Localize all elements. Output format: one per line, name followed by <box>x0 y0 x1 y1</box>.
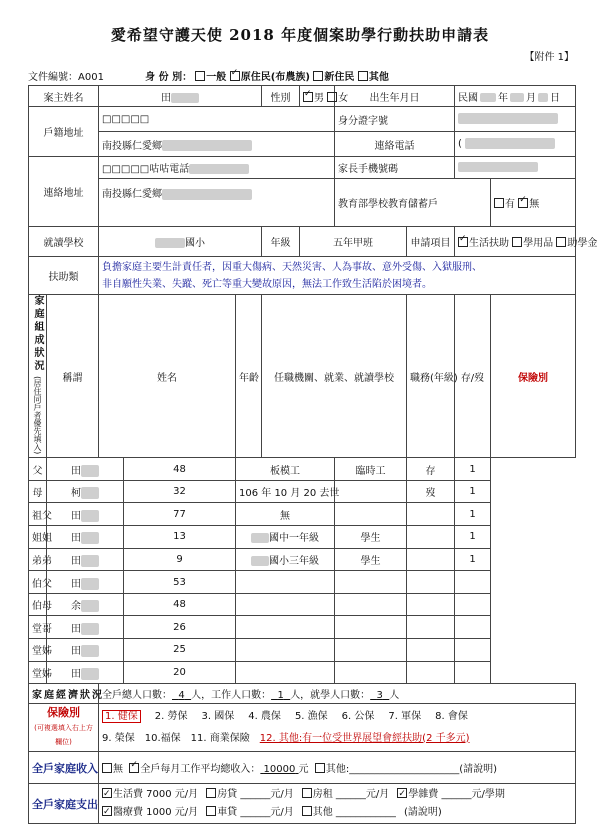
family-job <box>335 639 407 662</box>
application-form-table <box>28 85 598 824</box>
grade-label: 年級 <box>262 227 300 257</box>
identity-option-label: 新住民 <box>324 72 355 83</box>
form-title: 愛希望守護天使 2018 年度個案助學行動扶助申請表 <box>110 26 490 44</box>
identity-checkbox[interactable] <box>195 71 205 81</box>
family-job: 學生 <box>335 548 407 571</box>
family-org: 106 年 10 月 20 去世 <box>236 480 335 503</box>
family-row <box>29 526 576 549</box>
insurance-label: 保險別 (可複選填入右上方欄位) <box>29 704 99 752</box>
family-insurance <box>455 616 491 639</box>
apply-checkbox[interactable] <box>458 237 468 247</box>
expense-line <box>102 804 572 822</box>
insurance-line <box>102 706 572 728</box>
help-type-label: 扶助類 <box>29 257 99 295</box>
insurance-line <box>102 728 572 750</box>
family-alive <box>407 593 455 616</box>
expense-line <box>102 786 572 804</box>
family-relation: 母 <box>29 480 47 503</box>
expense-checkbox[interactable] <box>302 806 312 816</box>
family-age: 13 <box>124 526 236 549</box>
file-number: 文件編號：A001 <box>28 72 104 83</box>
economy-label: 家庭經濟狀況 <box>29 684 99 704</box>
family-insurance: 1 <box>455 458 491 481</box>
family-alive <box>407 503 455 526</box>
female-checkbox[interactable] <box>327 92 337 102</box>
identity-checkbox[interactable] <box>230 71 240 81</box>
phone-value: ( <box>455 132 576 157</box>
insurance-option: 12. 其他:有一位受世界展望會經扶助(2 千多元) <box>259 732 470 744</box>
family-org <box>236 571 335 594</box>
family-insurance: 1 <box>455 503 491 526</box>
family-job <box>335 571 407 594</box>
expense-label: 全戶家庭支出 <box>29 784 99 824</box>
income-label: 全戶家庭收入 <box>29 752 99 784</box>
expense-checkbox[interactable] <box>102 788 112 798</box>
family-insurance <box>455 661 491 684</box>
expense-checkbox[interactable] <box>206 806 216 816</box>
sex-options: ✓ 男 女 <box>300 86 335 107</box>
insurance-option: 3. 國保 <box>201 710 235 722</box>
expense-checkbox[interactable] <box>102 806 112 816</box>
expense-item: 房貸 ______元/月 <box>217 788 294 800</box>
income-other-checkbox[interactable] <box>315 763 325 773</box>
family-job <box>335 616 407 639</box>
family-org <box>236 639 335 662</box>
family-header-alive: 存/歿 <box>455 295 491 458</box>
family-age: 9 <box>124 548 236 571</box>
family-org <box>236 593 335 616</box>
income-none-checkbox[interactable] <box>102 763 112 773</box>
header-line <box>28 68 389 83</box>
family-relation: 弟弟 <box>29 548 47 571</box>
family-job <box>335 503 407 526</box>
family-name: 田 <box>47 661 124 684</box>
insurance-option: 2. 勞保 <box>154 710 188 722</box>
family-age: 26 <box>124 616 236 639</box>
family-row <box>29 548 576 571</box>
family-relation: 父 <box>29 458 47 481</box>
moe-account-options: 有 ✓ 無 <box>491 179 576 227</box>
family-name: 田 <box>47 503 124 526</box>
moe-yes-checkbox[interactable] <box>494 198 504 208</box>
dob-label: 出生年月日 <box>335 86 455 107</box>
family-relation: 堂哥 <box>29 616 47 639</box>
income-values: 無 ✓ 全戶每月工作平均總收入： 10000 元 其他:______________________(請說明) <box>99 752 576 784</box>
family-alive <box>407 548 455 571</box>
family-age: 32 <box>124 480 236 503</box>
phone-label: 連絡電話 <box>335 132 455 157</box>
family-job: 臨時工 <box>335 458 407 481</box>
moe-account-label: 教育部學校教育儲蓄戶 <box>335 179 491 227</box>
dob-value: 民國 年 月 日 <box>455 86 576 107</box>
attachment-label: 【附件 1】 <box>524 52 574 63</box>
identity-label: 身 份 別： <box>145 72 193 83</box>
sex-label: 性別 <box>262 86 300 107</box>
family-age: 48 <box>124 593 236 616</box>
family-age: 53 <box>124 571 236 594</box>
apply-checkbox[interactable] <box>512 237 522 247</box>
insurance-option: 4. 農保 <box>248 710 281 722</box>
family-job: 學生 <box>335 526 407 549</box>
expense-checkbox[interactable] <box>302 788 312 798</box>
family-alive <box>407 526 455 549</box>
insurance-option: 11. 商業保險 <box>190 732 250 744</box>
family-header-job: 職務(年級) <box>407 295 455 458</box>
expense-options <box>99 784 576 824</box>
identity-option-label: 原住民(布農族) <box>240 72 310 83</box>
family-header-age: 年齡 <box>236 295 262 458</box>
family-row <box>29 661 576 684</box>
apply-options <box>455 227 598 257</box>
expense-item: 學雜費 ______元/學期 <box>408 788 505 800</box>
apply-option-label: 助學金 <box>567 238 598 249</box>
family-insurance <box>455 639 491 662</box>
expense-checkbox[interactable] <box>206 788 216 798</box>
family-header-relation: 稱謂 <box>47 295 99 458</box>
family-row <box>29 480 576 503</box>
insurance-option: 10.福保 <box>144 732 181 744</box>
family-row <box>29 503 576 526</box>
family-alive <box>407 571 455 594</box>
identity-option-label: 其他 <box>368 72 389 83</box>
expense-item: 生活費 7000 元/月 <box>113 788 199 800</box>
insurance-option: 1. 健保 <box>102 710 141 723</box>
expense-item: 其他 ____________ <box>312 806 396 818</box>
insurance-option: 7. 軍保 <box>388 710 422 722</box>
economy-values: 全戶總人口數： 4 人，工作人口數： 1 人，就學人口數： 3 人 <box>99 684 576 704</box>
reg-address-label: 戶籍地址 <box>29 107 99 157</box>
family-alive: 歿 <box>407 480 455 503</box>
family-alive <box>407 639 455 662</box>
apply-checkbox[interactable] <box>556 237 566 247</box>
family-relation: 堂姊 <box>29 639 47 662</box>
family-org: 國小三年級 <box>236 548 335 571</box>
insurance-option: 9. 榮保 <box>102 732 135 744</box>
family-name: 余 <box>47 593 124 616</box>
identity-option-label: 一般 <box>206 72 227 83</box>
family-name: 田 <box>47 639 124 662</box>
insurance-option: 5. 漁保 <box>294 710 328 722</box>
family-job <box>335 480 407 503</box>
insurance-options <box>99 704 576 752</box>
family-org: 無 <box>236 503 335 526</box>
family-job <box>335 661 407 684</box>
school-value: 國小 <box>99 227 262 257</box>
expense-item: 房租 ______元/月 <box>312 788 390 800</box>
mobile-label: 家長手機號碼 <box>335 157 455 179</box>
family-relation: 姐姐 <box>29 526 47 549</box>
family-row <box>29 593 576 616</box>
family-org <box>236 616 335 639</box>
mail-address-line2: 南投縣仁愛鄉 <box>99 179 335 227</box>
family-alive <box>407 661 455 684</box>
family-row <box>29 458 576 481</box>
family-name: 田 <box>47 458 124 481</box>
family-insurance: 1 <box>455 548 491 571</box>
apply-label: 申請項目 <box>407 227 455 257</box>
school-label: 就讀學校 <box>29 227 99 257</box>
family-alive: 存 <box>407 458 455 481</box>
family-side-label: 家庭組成狀況 (居住同戶者優先填入) <box>29 295 47 458</box>
family-job <box>335 593 407 616</box>
family-row <box>29 639 576 662</box>
family-name: 柯 <box>47 480 124 503</box>
identity-checkbox[interactable] <box>358 71 368 81</box>
family-relation: 伯父 <box>29 571 47 594</box>
family-name: 田 <box>47 571 124 594</box>
insurance-option: 6. 公保 <box>341 710 375 722</box>
family-age: 20 <box>124 661 236 684</box>
family-name: 田 <box>47 616 124 639</box>
id-number-label: 身分證字號 <box>335 107 455 132</box>
family-header-name: 姓名 <box>99 295 236 458</box>
family-header-org: 任職機關、就業、就讀學校 <box>262 295 407 458</box>
family-relation: 祖父 <box>29 503 47 526</box>
reg-address-line2: 南投縣仁愛鄉 <box>99 132 335 157</box>
family-insurance <box>455 571 491 594</box>
family-org: 國中一年級 <box>236 526 335 549</box>
family-age: 25 <box>124 639 236 662</box>
identity-checkbox[interactable] <box>313 71 323 81</box>
family-age: 48 <box>124 458 236 481</box>
mail-address-label: 連絡地址 <box>29 157 99 227</box>
male-checkbox[interactable] <box>303 92 313 102</box>
family-age: 77 <box>124 503 236 526</box>
family-relation: 伯母 <box>29 593 47 616</box>
family-insurance <box>455 593 491 616</box>
help-type-text: 負擔家庭主要生計責任者，因重大傷病、天然災害、人為事故、意外受傷、入獄服刑、 非自願性失業、失蹤、死亡等重大變故原因，無法工作致生活陷於困境者。 <box>99 257 576 295</box>
id-number-value <box>455 107 576 132</box>
grade-value: 五年甲班 <box>300 227 407 257</box>
apply-option-label: 學用品 <box>523 238 554 249</box>
mail-address-line1: □□□□□咕咕電話 <box>99 157 335 179</box>
family-row <box>29 616 576 639</box>
expense-item: (請說明) <box>403 806 442 818</box>
income-monthly-checkbox[interactable] <box>129 763 139 773</box>
moe-no-checkbox[interactable] <box>518 198 528 208</box>
family-header-insurance: 保險別 <box>491 295 576 458</box>
family-relation: 堂姊 <box>29 661 47 684</box>
reg-address-line1: □□□□□ <box>99 107 335 132</box>
mobile-value <box>455 157 576 179</box>
family-name: 田 <box>47 526 124 549</box>
family-org: 板模工 <box>236 458 335 481</box>
identity-options <box>195 72 389 83</box>
family-row <box>29 571 576 594</box>
expense-item: 車貸 ______元/月 <box>217 806 294 818</box>
apply-option-label: 生活扶助 <box>469 238 509 249</box>
expense-item: 醫療費 1000 元/月 <box>113 806 199 818</box>
family-name: 田 <box>47 548 124 571</box>
family-alive <box>407 616 455 639</box>
family-insurance: 1 <box>455 526 491 549</box>
case-name-label: 案主姓名 <box>29 86 99 107</box>
case-name-value: 田 <box>99 86 262 107</box>
family-org <box>236 661 335 684</box>
family-insurance: 1 <box>455 480 491 503</box>
expense-checkbox[interactable] <box>397 788 407 798</box>
insurance-option: 8. 會保 <box>435 710 468 722</box>
